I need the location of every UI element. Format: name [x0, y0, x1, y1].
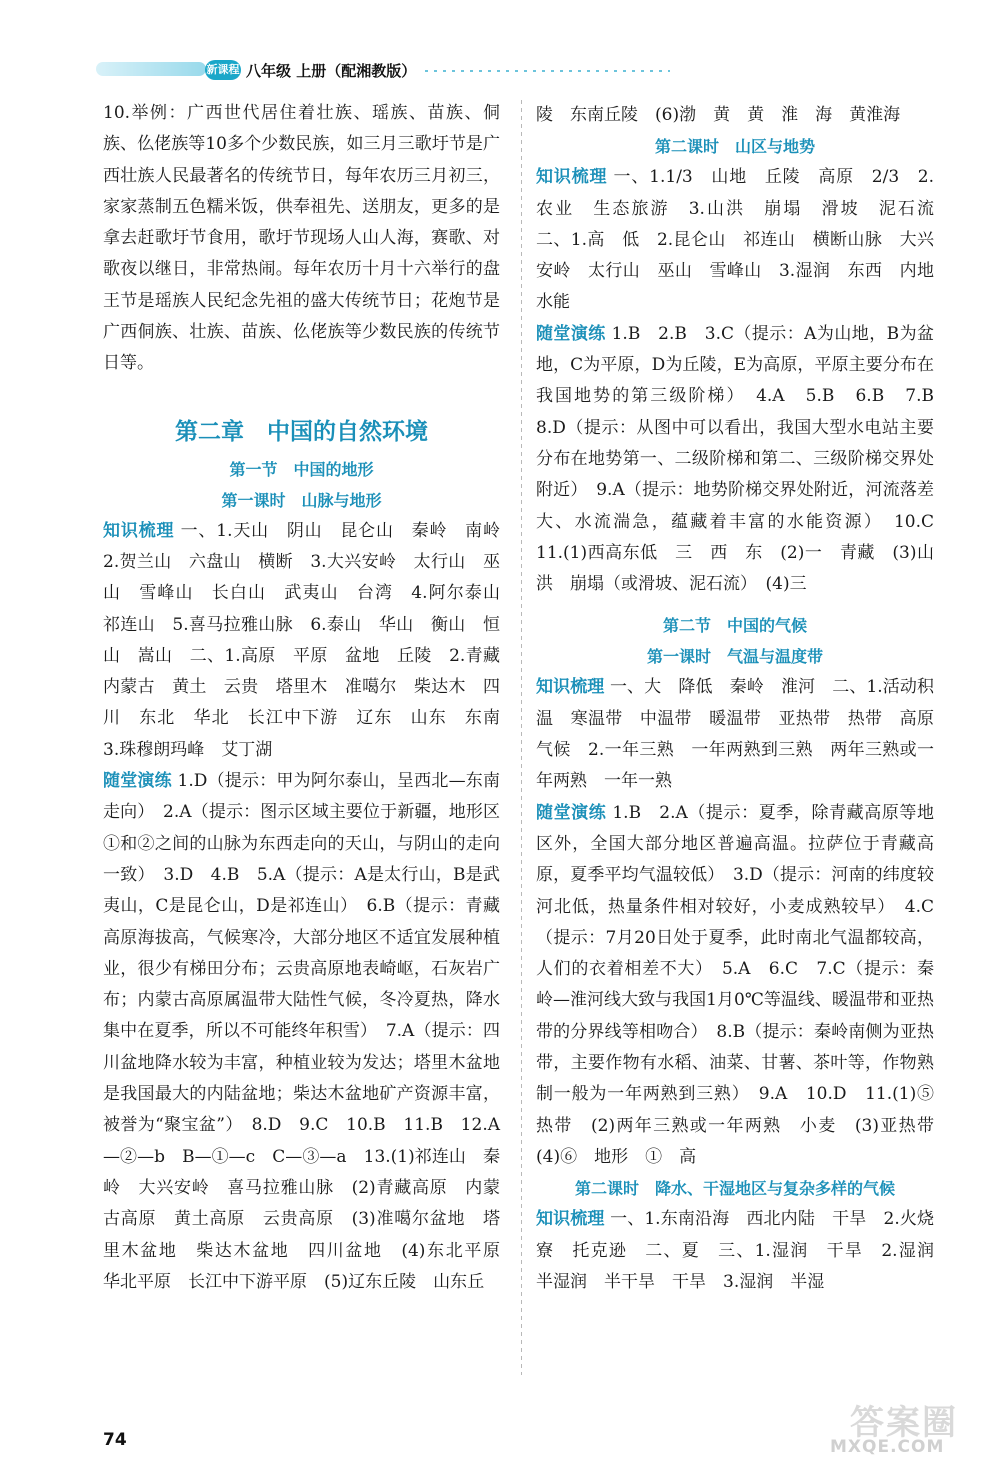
- knowledge-tag: 知识梳理: [536, 677, 605, 698]
- lesson-title: 第二课时 降水、干湿地区与复杂多样的气候: [574, 1179, 895, 1199]
- answer-paragraph: [536, 162, 951, 318]
- answer-paragraph: [103, 766, 517, 1298]
- answer-text: 一、1.东南沿海 西北内陆 干旱 2.火烧寮 托克逊 二、夏 三、1.湿润 干旱 2.湿润 半湿润 半干旱 干旱 3.湿润 半湿: [536, 1209, 951, 1292]
- answer-paragraph: [536, 672, 934, 797]
- answer-text: 一、1.1/3 山地 丘陵 高原 2/3 2.农业 生态旅游 3.山洪 崩塌 滑坡 泥石流 二、1.高 低 2.昆仑山 祁连山 横断山脉 大兴安岭 太行山 巫山 雪峰山 3.湿润 东西 内地 水能: [536, 167, 951, 313]
- header-title: 八年级 上册（配湘教版）: [246, 62, 417, 80]
- practice-tag: 随堂演练: [536, 802, 607, 823]
- header-dotted-line: [425, 70, 670, 72]
- knowledge-tag: 知识梳理: [536, 167, 608, 188]
- page-header: [0, 0, 1000, 92]
- answer-paragraph: 10.举例：广西世代居住着壮族、瑶族、苗族、侗族、仫佬族等10多个少数民族，如三月三歌圩节是广西壮族人民最著名的传统节日，每年农历三月初三，家家蒸制五色糯米饭，供奉祖先、送朋友，更多的是拿去赶歌圩节食用，歌圩节现场人山人海，赛歌、对歌夜以继日，非常热闹。每年农历十月十六举行的盘王节是瑶族人民纪念先祖的盛大传统节日；花炮节是广西侗族、壮族、苗族、仫佬族等少数民族的传统节日等。: [103, 103, 500, 374]
- knowledge-tag: 知识梳理: [103, 520, 175, 541]
- column-divider: [521, 100, 522, 1375]
- page-number: 74: [103, 1430, 127, 1450]
- answer-paragraph: 陵 东南丘陵 (6)渤 黄 黄 淮 海 黄淮海: [536, 105, 901, 125]
- answer-text: 一、大 降低 秦岭 淮河 二、1.活动积温 寒温带 中温带 暖温带 亚热带 热带 高原气候 2.一年三熟 一年两熟到三熟 两年三熟或一年两熟 一年一熟: [536, 677, 935, 792]
- lesson-title: 第一课时 山脉与地形: [221, 490, 382, 510]
- answer-paragraph: [536, 798, 951, 1174]
- section-title: 第二节 中国的气候: [662, 616, 807, 636]
- answer-text: 1.B 2.A（提示：夏季，除青藏高原等地区外，全国大部分地区普遍高温。拉萨位于青藏高原，夏季平均气温较低） 3.D（提示：河南的纬度较河北低，热量条件相对较好，小麦成熟较早） 4.C（提示：7月20日处于夏季，此时南北气温都较高，人们的衣着相差不大） 5.A 6.C 7.C（提示：秦岭—淮河线大致与我国1月0℃等温线、暖温带和亚热带的分界线等相吻合） 8.B（提示：秦岭南侧为亚热带，主要作物有水稻、油菜、甘薯、茶叶等，作物熟制一般为一年两熟到三熟） 9.A 10.D 11.(1)⑤热带 (2)两年三熟或一年两熟 小麦 (3)亚热带 (4)⑥ 地形 ① 高: [536, 802, 951, 1167]
- section-title: 第一节 中国的地形: [229, 459, 374, 479]
- watermark-url: MXQE.COM: [830, 1437, 945, 1457]
- practice-tag: 随堂演练: [536, 323, 606, 344]
- practice-tag: 随堂演练: [103, 771, 172, 792]
- answer-paragraph: [103, 516, 517, 766]
- left-column: [103, 98, 517, 1298]
- answer-paragraph: [536, 1204, 951, 1298]
- header-swoosh-decoration: [96, 62, 206, 76]
- lesson-title: 第二课时 山区与地势: [654, 137, 815, 157]
- right-column: [536, 100, 951, 1298]
- knowledge-tag: 知识梳理: [536, 1209, 605, 1230]
- answer-text: 一、1.天山 阴山 昆仑山 秦岭 南岭 2.贺兰山 六盘山 横断 3.大兴安岭 太行山 巫山 雪峰山 长白山 武夷山 台湾 4.阿尔泰山 祁连山 5.喜马拉雅山脉 6.泰山 华山 衡山 恒山 嵩山 二、1.高原 平原 盆地 丘陵 2.青藏 内蒙古 黄土 云贵 塔里木 准噶尔 柴达木 四川 东北 华北 长江中下游 辽东 山东 东南 3.珠穆朗玛峰 艾丁湖: [103, 520, 517, 760]
- answer-paragraph: [536, 319, 951, 601]
- chapter-title: 第二章 中国的自然环境: [175, 418, 428, 445]
- series-logo: 新课程: [205, 60, 241, 80]
- watermark-text: 答案圈: [850, 1403, 958, 1443]
- watermark-logo: [830, 1395, 970, 1455]
- answer-text: 1.B 2.B 3.C（提示：A为山地，B为盆地，C为平原，D为丘陵，E为高原，平原主要分布在我国地势的第三级阶梯） 4.A 5.B 6.B 7.B 8.D（提示：从图中可以看出，我国大型水电站主要分布在地势第一、二级阶梯和第二、三级阶梯交界处附近） 9.A（提示：地势阶梯交界处附近，河流落差大、水流湍急，蕴藏着丰富的水能资源） 10.C 11.(1)西高东低 三 西 东 (2)一 青藏 (3)山洪 崩塌（或滑坡、泥石流） (4)三: [536, 323, 951, 595]
- answer-text: 1.D（提示：甲为阿尔泰山，呈西北—东南走向） 2.A（提示：图示区域主要位于新疆，地形区①和②之间的山脉为东西走向的天山，与阴山的走向一致） 3.D 4.B 5.A（提示：A是太行山，B是武夷山，C是昆仑山，D是祁连山） 6.B（提示：青藏高原海拔高，气候寒冷，大部分地区不适宜发展种植业，很少有梯田分布；云贵高原地表崎岖，石灰岩广布；内蒙古高原属温带大陆性气候，冬冷夏热，降水集中在夏季，所以不可能终年积雪） 7.A（提示：四川盆地降水较为丰富，种植业较为发达；塔里木盆地是我国最大的内陆盆地；柴达木盆地矿产资源丰富，被誉为“聚宝盆”） 8.D 9.C 10.B 11.B 12.A—②—b B—①—c C—③—a 13.(1)祁连山 秦岭 大兴安岭 喜马拉雅山脉 (2)青藏高原 内蒙古高原 黄土高原 云贵高原 (3)准噶尔盆地 塔里木盆地 柴达木盆地 四川盆地 (4)东北平原 华北平原 长江中下游平原 (5)辽东丘陵 山东丘: [103, 771, 517, 1292]
- lesson-title: 第一课时 气温与温度带: [646, 647, 823, 667]
